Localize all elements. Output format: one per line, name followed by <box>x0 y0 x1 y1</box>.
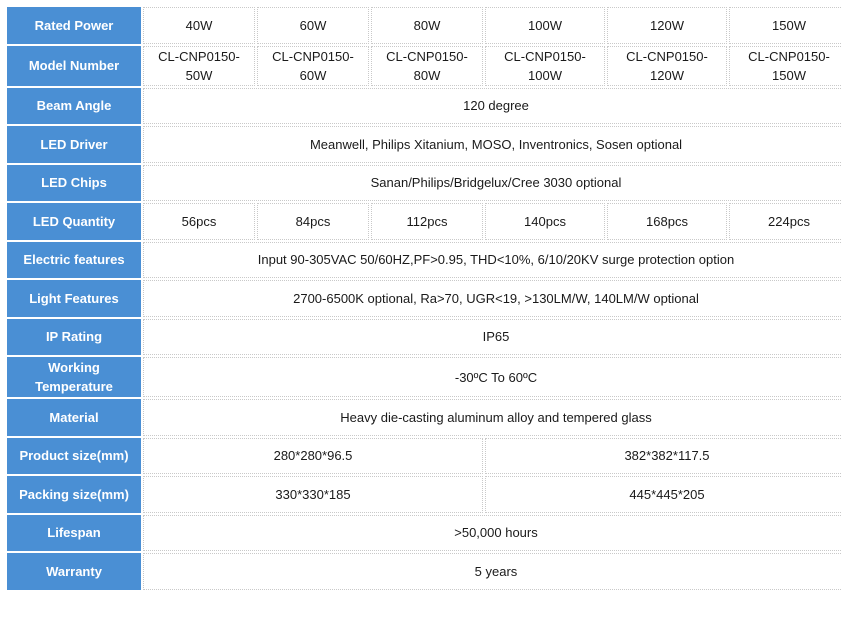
product-size-cell: 382*382*117.5 <box>485 438 842 475</box>
rated-power-cell: 80W <box>371 7 483 44</box>
row-working-temperature <box>7 357 842 397</box>
row-label-ip-rating: IP Rating <box>7 319 141 356</box>
model-number-cell: CL-CNP0150-150W <box>729 46 842 86</box>
row-rated-power <box>7 7 842 44</box>
row-material <box>7 399 842 436</box>
product-size-cell: 280*280*96.5 <box>143 438 483 475</box>
working-temperature-cell: -30ºC To 60ºC <box>143 357 842 397</box>
model-number-cell: CL-CNP0150-80W <box>371 46 483 86</box>
model-number-cell: CL-CNP0150-120W <box>607 46 727 86</box>
rated-power-cell: 100W <box>485 7 605 44</box>
row-led-chips <box>7 165 842 202</box>
row-led-quantity <box>7 203 842 240</box>
model-number-cell: CL-CNP0150-60W <box>257 46 369 86</box>
spec-table <box>5 5 842 592</box>
led-quantity-cell: 112pcs <box>371 203 483 240</box>
row-label-product-size: Product size(mm) <box>7 438 141 475</box>
row-label-lifespan: Lifespan <box>7 515 141 552</box>
material-cell: Heavy die-casting aluminum alloy and tempered glass <box>143 399 842 436</box>
ip-rating-cell: IP65 <box>143 319 842 356</box>
beam-angle-cell: 120 degree <box>143 88 842 125</box>
light-features-cell: 2700-6500K optional, Ra>70, UGR<19, >130LM/W, 140LM/W optional <box>143 280 842 317</box>
led-quantity-cell: 84pcs <box>257 203 369 240</box>
model-number-cell: CL-CNP0150-50W <box>143 46 255 86</box>
row-led-driver <box>7 126 842 163</box>
led-quantity-cell: 224pcs <box>729 203 842 240</box>
row-light-features <box>7 280 842 317</box>
row-label-material: Material <box>7 399 141 436</box>
row-lifespan <box>7 515 842 552</box>
led-quantity-cell: 168pcs <box>607 203 727 240</box>
packing-size-cell: 330*330*185 <box>143 476 483 513</box>
row-label-warranty: Warranty <box>7 553 141 590</box>
warranty-cell: 5 years <box>143 553 842 590</box>
model-number-cell: CL-CNP0150-100W <box>485 46 605 86</box>
spec-table-container <box>5 5 842 592</box>
rated-power-cell: 60W <box>257 7 369 44</box>
row-label-electric-features: Electric features <box>7 242 141 279</box>
row-product-size <box>7 438 842 475</box>
rated-power-cell: 150W <box>729 7 842 44</box>
row-warranty <box>7 553 842 590</box>
row-label-working-temperature: Working Temperature <box>7 357 141 397</box>
row-label-model-number: Model Number <box>7 46 141 86</box>
led-chips-cell: Sanan/Philips/Bridgelux/Cree 3030 optional <box>143 165 842 202</box>
packing-size-cell: 445*445*205 <box>485 476 842 513</box>
row-electric-features <box>7 242 842 279</box>
led-driver-cell: Meanwell, Philips Xitanium, MOSO, Inventronics, Sosen optional <box>143 126 842 163</box>
rated-power-cell: 40W <box>143 7 255 44</box>
row-label-led-quantity: LED Quantity <box>7 203 141 240</box>
row-label-rated-power: Rated Power <box>7 7 141 44</box>
row-model-number <box>7 46 842 86</box>
row-label-light-features: Light Features <box>7 280 141 317</box>
electric-features-cell: Input 90-305VAC 50/60HZ,PF>0.95, THD<10%, 6/10/20KV surge protection option <box>143 242 842 279</box>
led-quantity-cell: 140pcs <box>485 203 605 240</box>
rated-power-cell: 120W <box>607 7 727 44</box>
lifespan-cell: >50,000 hours <box>143 515 842 552</box>
led-quantity-cell: 56pcs <box>143 203 255 240</box>
row-beam-angle <box>7 88 842 125</box>
row-packing-size <box>7 476 842 513</box>
row-label-led-driver: LED Driver <box>7 126 141 163</box>
row-label-beam-angle: Beam Angle <box>7 88 141 125</box>
row-label-led-chips: LED Chips <box>7 165 141 202</box>
row-label-packing-size: Packing size(mm) <box>7 476 141 513</box>
row-ip-rating <box>7 319 842 356</box>
